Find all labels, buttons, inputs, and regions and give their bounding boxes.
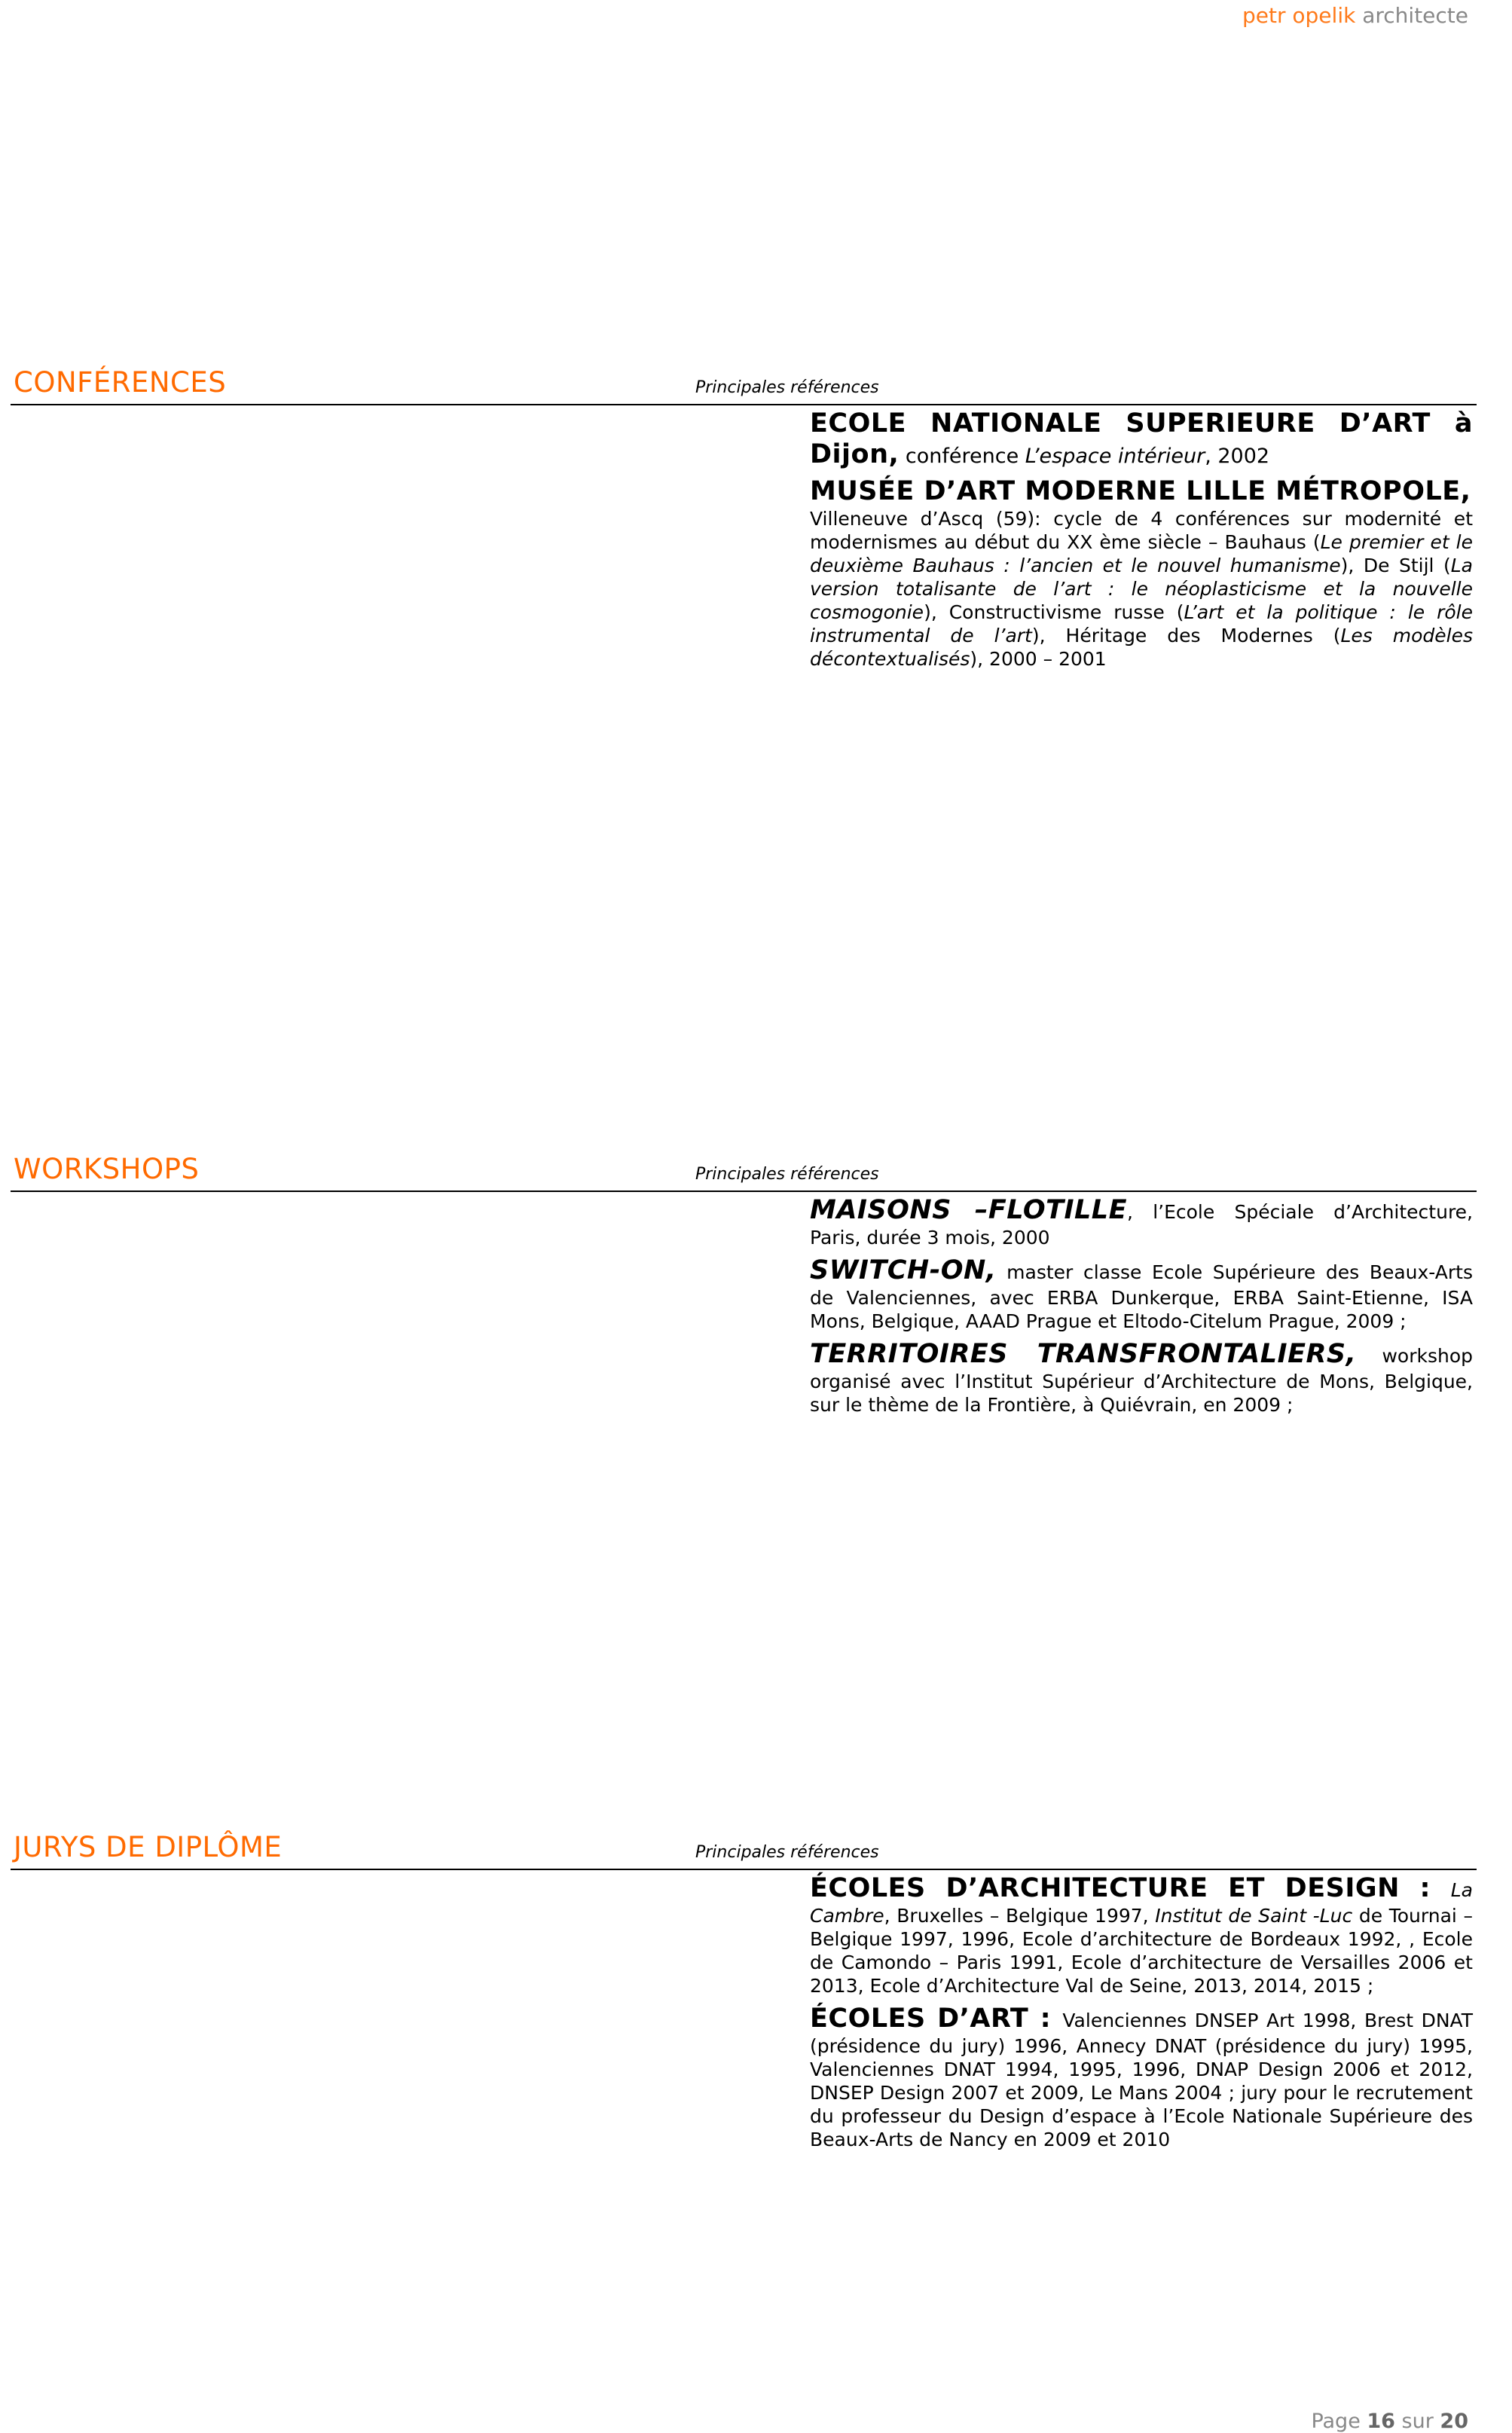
section-subtitle-jurys: Principales références	[695, 1843, 879, 1862]
entry-heading: SWITCH-ON,	[810, 1255, 997, 1285]
page-footer	[1311, 2410, 1468, 2433]
footer-middle: sur	[1394, 2410, 1440, 2433]
entry-colon: :	[1028, 2004, 1063, 2034]
entry-text: , 2002	[1205, 445, 1270, 468]
entry-heading: MAISONS –FLOTILLE	[810, 1195, 1128, 1225]
entry-ecoles-architecture	[810, 1873, 1473, 1997]
entry-switch-on	[810, 1255, 1473, 1333]
entry-heading: TERRITOIRES TRANSFRONTALIERS,	[810, 1339, 1357, 1369]
header-profession: architecte	[1362, 3, 1468, 28]
entry-territoires	[810, 1339, 1473, 1417]
entry-text: master classe Ecole Supérieure des Beaux-Arts de Valenciennes, avec ERBA Dunkerque, ERBA Saint-Etienne, ISA Mons, Belgique, AAAD Prague et Eltodo-Citelum Prague, 2009 ;	[810, 1261, 1473, 1332]
section-divider	[11, 1191, 1477, 1192]
entry-text: Valenciennes DNSEP Art 1998, Brest DNAT (présidence du jury) 1996, Annecy DNAT (présidence du jury) 1995, Valenciennes DNAT 1994, 1995, 1996, DNAP Design 2006 et 2012, DNSEP Design 2007 et 2009, Le Mans 2004 ; jury pour le recrutement du professeur du Design d’espace à l’Ecole Nationale Supérieure des Beaux-Arts de Nancy en 2009 et 2010	[810, 2010, 1473, 2150]
entry-italic: L’espace intérieur	[1025, 445, 1205, 468]
entry-maisons-flotille	[810, 1195, 1473, 1249]
section-content-conferences	[810, 408, 1473, 677]
entry-text: Villeneuve d’Ascq (59): cycle de 4 conférences sur modernité et modernismes au début du XX ème siècle – Bauhaus (	[810, 508, 1473, 553]
entry-italic: La Cambre	[810, 1879, 1473, 1927]
entry-ecoles-art	[810, 2004, 1473, 2151]
entry-text: conférence	[899, 445, 1025, 468]
entry-italic: Le premier et le deuxième Bauhaus : l’ancien et le nouvel humanisme	[810, 531, 1473, 576]
footer-prefix: Page	[1311, 2410, 1367, 2433]
header-name: petr opelik	[1242, 3, 1356, 28]
entry-italic: L’art et la politique : le rôle instrumental de l’art	[810, 601, 1473, 646]
section-title-jurys: JURYS DE DIPLÔME	[14, 1831, 283, 1863]
entry-text: ), Héritage des Modernes (	[1031, 625, 1341, 646]
section-subtitle-conferences: Principales références	[695, 378, 879, 397]
entry-italic: Les modèles décontextualisés	[810, 625, 1474, 670]
entry-italic: La version totalisante de l’art : le néoplasticisme et la nouvelle cosmogonie	[810, 555, 1473, 623]
section-title-workshops: WORKSHOPS	[14, 1153, 200, 1185]
entry-italic: Institut de Saint -Luc	[1155, 1905, 1353, 1927]
entry-heading: ÉCOLES D’ARCHITECTURE ET DESIGN	[810, 1873, 1400, 1903]
entry-text: ), 2000 – 2001	[970, 648, 1107, 670]
section-content-workshops	[810, 1195, 1473, 1423]
entry-text: de Tournai – Belgique 1997, 1996, Ecole d’architecture de Bordeaux 1992, , Ecole de Camondo – Paris 1991, Ecole d’architecture de Versailles 2006 et 2013, Ecole d’Architecture Val de Seine, 2013, 2014, 2015 ;	[810, 1905, 1473, 1997]
section-divider	[11, 1869, 1477, 1870]
page-header	[1242, 3, 1468, 28]
entry-text: , Bruxelles – Belgique 1997,	[884, 1905, 1156, 1927]
entry-heading: ECOLE NATIONALE SUPERIEURE D’ART à Dijon,	[810, 408, 1473, 469]
section-title-conferences: CONFÉRENCES	[14, 366, 227, 399]
entry-lille	[810, 476, 1473, 671]
section-subtitle-workshops: Principales références	[695, 1165, 879, 1184]
entry-text: workshop organisé avec l’Institut Supérieur d’Architecture de Mons, Belgique, sur le thème de la Frontière, à Quiévrain, en 2009 ;	[810, 1345, 1473, 1416]
footer-page-number: 16	[1367, 2410, 1395, 2433]
section-divider	[11, 404, 1477, 405]
entry-text: ), Constructivisme russe (	[924, 601, 1184, 623]
entry-heading: ÉCOLES D’ART	[810, 2004, 1029, 2034]
footer-page-total: 20	[1440, 2410, 1468, 2433]
entry-colon: :	[1399, 1873, 1451, 1903]
entry-heading: MUSÉE D’ART MODERNE LILLE MÉTROPOLE,	[810, 476, 1471, 506]
entry-text: ), De Stijl (	[1340, 555, 1451, 576]
entry-dijon	[810, 408, 1473, 470]
entry-text: , l’Ecole Spéciale d’Architecture, Paris, durée 3 mois, 2000	[810, 1201, 1473, 1249]
section-content-jurys	[810, 1873, 1473, 2157]
